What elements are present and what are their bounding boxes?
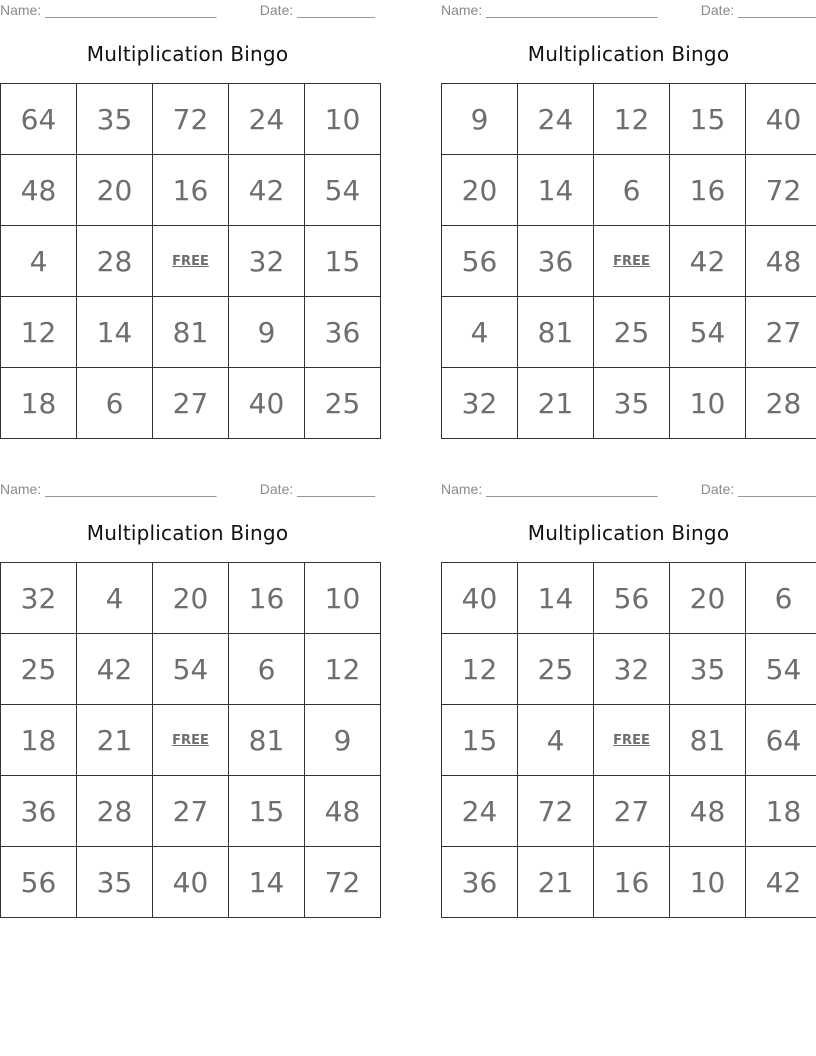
- grid-cell: 35: [77, 84, 153, 155]
- grid-cell: 35: [670, 634, 746, 705]
- grid-cell: 48: [305, 776, 381, 847]
- grid-cell: 9: [305, 705, 381, 776]
- grid-cell: 6: [77, 368, 153, 439]
- card-title: Multiplication Bingo: [86, 521, 289, 545]
- grid-cell: 40: [153, 847, 229, 918]
- grid-cell: 72: [153, 84, 229, 155]
- grid-cell: 25: [1, 634, 77, 705]
- grid-cell: 42: [229, 155, 305, 226]
- grid-cell: 14: [518, 563, 594, 634]
- grid-cell: 24: [518, 84, 594, 155]
- grid-cell: 15: [670, 84, 746, 155]
- card-title: Multiplication Bingo: [527, 42, 730, 66]
- grid-row: [442, 297, 816, 368]
- grid-cell: 54: [305, 155, 381, 226]
- grid-cell: 81: [670, 705, 746, 776]
- grid-cell: 15: [229, 776, 305, 847]
- grid-cell: 16: [229, 563, 305, 634]
- grid-cell: 15: [442, 705, 518, 776]
- grid-cell: 36: [305, 297, 381, 368]
- grid-row: [442, 226, 816, 297]
- grid-cell: 16: [594, 847, 670, 918]
- grid-cell: 18: [1, 705, 77, 776]
- date-field[interactable]: Date: __________: [700, 481, 816, 497]
- card-title: Multiplication Bingo: [527, 521, 730, 545]
- grid-cell: 64: [746, 705, 816, 776]
- grid-cell: 48: [670, 776, 746, 847]
- date-field[interactable]: Date: __________: [259, 2, 375, 18]
- grid-cell: 36: [518, 226, 594, 297]
- grid-cell: 25: [518, 634, 594, 705]
- grid-cell: 81: [518, 297, 594, 368]
- grid-cell: 40: [229, 368, 305, 439]
- grid-cell: 24: [442, 776, 518, 847]
- bingo-grid: [0, 562, 381, 918]
- grid-cell: 16: [670, 155, 746, 226]
- grid-cell: 48: [1, 155, 77, 226]
- date-field[interactable]: Date: __________: [259, 481, 375, 497]
- card-header: [441, 481, 816, 499]
- grid-cell: 28: [77, 776, 153, 847]
- grid-cell: 25: [305, 368, 381, 439]
- grid-cell: 56: [594, 563, 670, 634]
- grid-cell: 12: [1, 297, 77, 368]
- bingo-grid: [441, 562, 816, 918]
- grid-cell: 40: [442, 563, 518, 634]
- grid-cell: 16: [153, 155, 229, 226]
- grid-cell: 32: [229, 226, 305, 297]
- card-header: [0, 481, 375, 499]
- grid-cell: 56: [1, 847, 77, 918]
- grid-cell: 21: [518, 847, 594, 918]
- grid-cell: 72: [746, 155, 816, 226]
- grid-cell: 42: [77, 634, 153, 705]
- grid-row: [442, 705, 816, 776]
- grid-cell: 4: [518, 705, 594, 776]
- grid-cell: 72: [305, 847, 381, 918]
- grid-cell: 9: [442, 84, 518, 155]
- grid-cell: 40: [746, 84, 816, 155]
- grid-row: [1, 634, 381, 705]
- grid-cell: 72: [518, 776, 594, 847]
- grid-row: [442, 776, 816, 847]
- grid-cell: 27: [153, 368, 229, 439]
- grid-cell: 20: [670, 563, 746, 634]
- grid-cell: 32: [594, 634, 670, 705]
- grid-cell: 20: [77, 155, 153, 226]
- grid-cell: 24: [229, 84, 305, 155]
- grid-row: [1, 705, 381, 776]
- grid-row: [1, 847, 381, 918]
- grid-cell: 10: [305, 563, 381, 634]
- grid-cell: 10: [670, 847, 746, 918]
- grid-cell: 14: [229, 847, 305, 918]
- grid-cell: 18: [746, 776, 816, 847]
- grid-cell: 10: [305, 84, 381, 155]
- grid-cell: 12: [594, 84, 670, 155]
- grid-cell: 15: [305, 226, 381, 297]
- grid-cell: 28: [746, 368, 816, 439]
- name-field[interactable]: Name: ______________________: [441, 481, 658, 497]
- grid-cell: 4: [77, 563, 153, 634]
- name-field[interactable]: Name: ______________________: [0, 481, 217, 497]
- grid-cell: 27: [153, 776, 229, 847]
- grid-cell: 54: [153, 634, 229, 705]
- grid-cell: 81: [153, 297, 229, 368]
- grid-cell: 25: [594, 297, 670, 368]
- grid-cell: 35: [77, 847, 153, 918]
- grid-cell: 10: [670, 368, 746, 439]
- grid-cell: 21: [77, 705, 153, 776]
- free-space-cell: FREE: [594, 705, 670, 776]
- name-field[interactable]: Name: ______________________: [441, 2, 658, 18]
- grid-cell: 9: [229, 297, 305, 368]
- grid-cell: 42: [670, 226, 746, 297]
- grid-cell: 54: [746, 634, 816, 705]
- grid-row: [1, 776, 381, 847]
- date-field[interactable]: Date: __________: [700, 2, 816, 18]
- card-header: [441, 2, 816, 20]
- free-space-cell: FREE: [594, 226, 670, 297]
- card-header: [0, 2, 375, 20]
- grid-row: [1, 226, 381, 297]
- grid-cell: 18: [1, 368, 77, 439]
- grid-cell: 6: [746, 563, 816, 634]
- grid-cell: 48: [746, 226, 816, 297]
- grid-row: [1, 84, 381, 155]
- grid-cell: 6: [229, 634, 305, 705]
- grid-cell: 35: [594, 368, 670, 439]
- grid-cell: 32: [1, 563, 77, 634]
- grid-cell: 27: [746, 297, 816, 368]
- grid-row: [1, 563, 381, 634]
- grid-cell: 20: [442, 155, 518, 226]
- grid-cell: 42: [746, 847, 816, 918]
- grid-cell: 12: [305, 634, 381, 705]
- grid-cell: 27: [594, 776, 670, 847]
- grid-row: [442, 563, 816, 634]
- grid-row: [442, 84, 816, 155]
- free-space-cell: FREE: [153, 226, 229, 297]
- grid-row: [1, 368, 381, 439]
- grid-cell: 21: [518, 368, 594, 439]
- grid-cell: 56: [442, 226, 518, 297]
- grid-cell: 4: [442, 297, 518, 368]
- grid-cell: 6: [594, 155, 670, 226]
- name-field[interactable]: Name: ______________________: [0, 2, 217, 18]
- grid-cell: 14: [518, 155, 594, 226]
- card-title: Multiplication Bingo: [86, 42, 289, 66]
- bingo-grid: [0, 83, 381, 439]
- free-space-cell: FREE: [153, 705, 229, 776]
- grid-cell: 36: [1, 776, 77, 847]
- grid-cell: 28: [77, 226, 153, 297]
- grid-cell: 54: [670, 297, 746, 368]
- grid-row: [442, 847, 816, 918]
- grid-cell: 36: [442, 847, 518, 918]
- grid-cell: 4: [1, 226, 77, 297]
- grid-cell: 64: [1, 84, 77, 155]
- grid-row: [442, 634, 816, 705]
- grid-cell: 32: [442, 368, 518, 439]
- grid-row: [1, 297, 381, 368]
- grid-cell: 14: [77, 297, 153, 368]
- bingo-grid: [441, 83, 816, 439]
- grid-row: [442, 368, 816, 439]
- grid-cell: 20: [153, 563, 229, 634]
- grid-cell: 12: [442, 634, 518, 705]
- grid-row: [442, 155, 816, 226]
- grid-row: [1, 155, 381, 226]
- grid-cell: 81: [229, 705, 305, 776]
